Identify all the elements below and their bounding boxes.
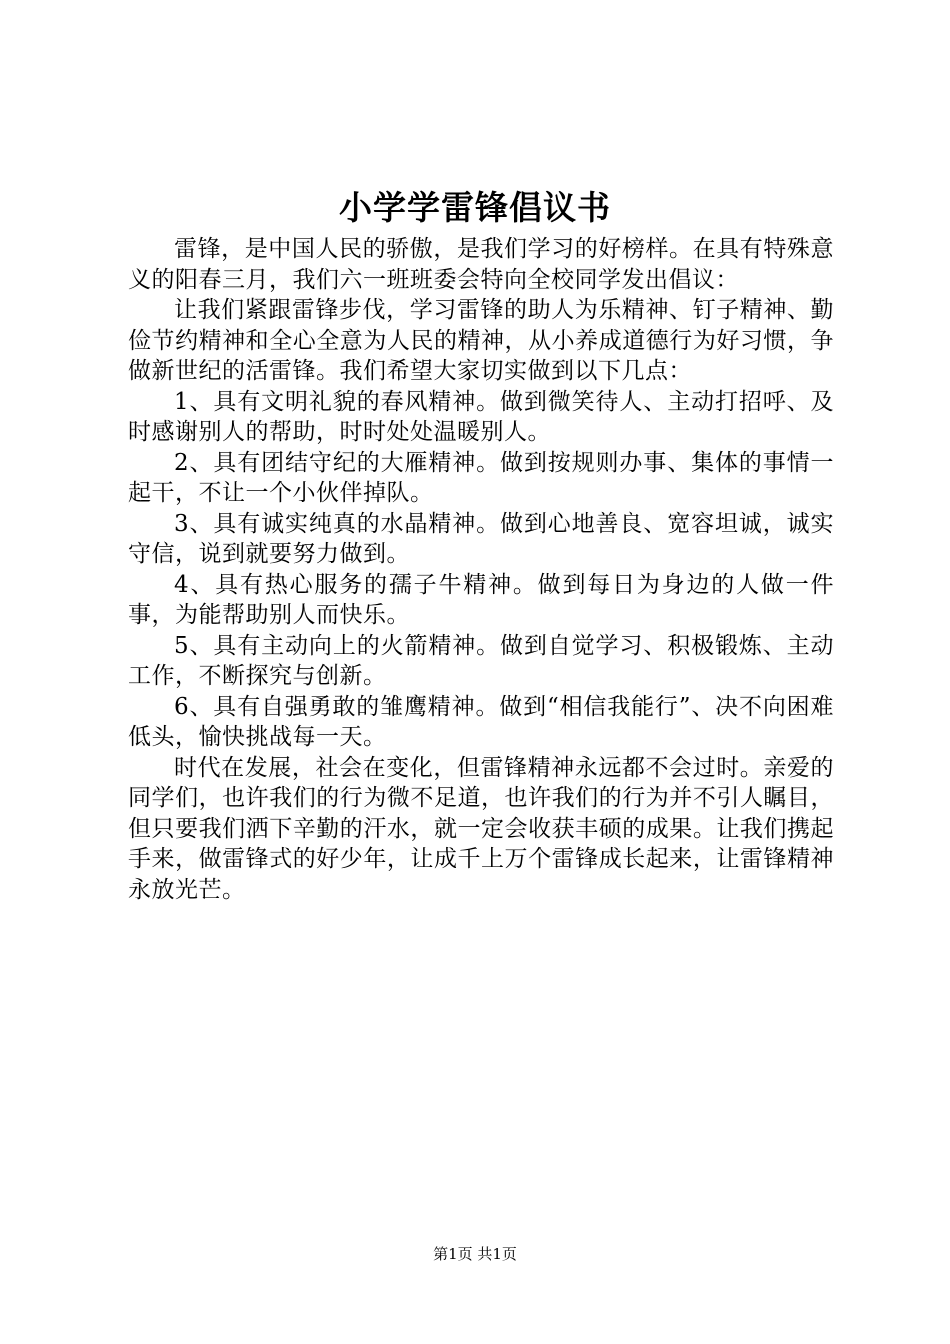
- paragraph-closing: 时代在发展，社会在变化，但雷锋精神永远都不会过时。亲爱的同学们，也许我们的行为微不足道，也许我们的行为并不引人瞩目，但只要我们洒下辛勤的汗水，就一定会收获丰硕的成果。让我们携起手来，做雷锋式的好少年，让成千上万个雷锋成长起来，让雷锋精神永放光芒。: [128, 754, 834, 903]
- paragraph-item-5: 5、具有主动向上的火箭精神。做到自觉学习、积极锻炼、主动工作，不断探究与创新。: [128, 632, 834, 689]
- page-footer: 第1页 共1页: [433, 1245, 517, 1263]
- paragraph-intro: 雷锋，是中国人民的骄傲，是我们学习的好榜样。在具有特殊意义的阳春三月，我们六一班班委会特向全校同学发出倡议：: [128, 236, 834, 293]
- document-title: 小学学雷锋倡议书: [339, 188, 611, 227]
- paragraph-call: 让我们紧跟雷锋步伐，学习雷锋的助人为乐精神、钉子精神、勤俭节约精神和全心全意为人民的精神，从小养成道德行为好习惯，争做新世纪的活雷锋。我们希望大家切实做到以下几点：: [128, 297, 834, 384]
- paragraph-item-3: 3、具有诚实纯真的水晶精神。做到心地善良、宽容坦诚，诚实守信，说到就要努力做到。: [128, 510, 834, 567]
- paragraph-item-6: 6、具有自强勇敢的雏鹰精神。做到“相信我能行”、决不向困难低头，愉快挑战每一天。: [128, 693, 834, 750]
- paragraph-item-2: 2、具有团结守纪的大雁精神。做到按规则办事、集体的事情一起干，不让一个小伙伴掉队。: [128, 449, 834, 506]
- document-body: [128, 234, 834, 905]
- paragraph-item-1: 1、具有文明礼貌的春风精神。做到微笑待人、主动打招呼、及时感谢别人的帮助，时时处处温暖别人。: [128, 388, 834, 445]
- paragraph-item-4: 4、具有热心服务的孺子牛精神。做到每日为身边的人做一件事，为能帮助别人而快乐。: [128, 571, 834, 628]
